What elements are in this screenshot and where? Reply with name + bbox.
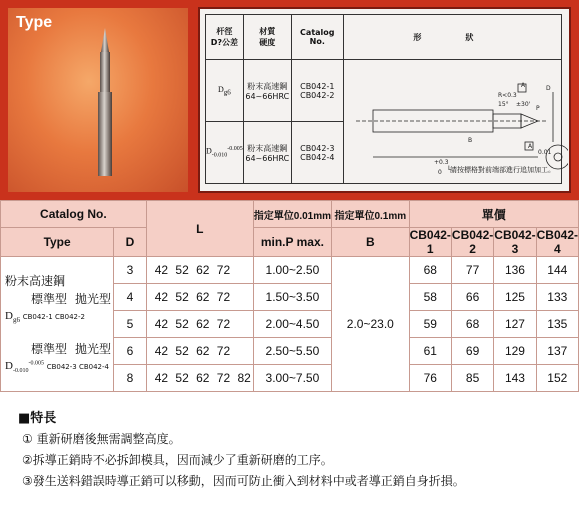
features-section [18,408,465,492]
type-label: Type [16,14,53,31]
p-range-header: min.P max. [253,228,331,257]
feature-item: ②拆導正銷時不必拆卸模具，因而減少了重新研磨的工序。 [22,453,333,467]
b-header: B [332,228,409,257]
spec-unit-01: 指定單位0.1mm [332,201,409,228]
p-range: 3.00~7.50 [253,365,331,392]
svg-text:P: P [535,105,540,113]
svg-text:A: A [527,143,532,151]
price-value: 77 [451,257,493,284]
price-value: 137 [536,338,578,365]
spec-note: 請按標格對前端部進行追加加工。 [450,166,555,174]
l-values: 42 52 62 72 [146,338,253,365]
svg-text:A: A [520,82,525,90]
svg-text:±30': ±30' [515,101,531,109]
price-value: 127 [494,311,536,338]
price-value: 85 [451,365,493,392]
col-material-header: 材質 硬度 [243,15,291,60]
d-value: 3 [114,257,146,284]
svg-text:R<0.3: R<0.3 [497,92,517,100]
price-col-2: CB042-2 [451,228,494,256]
svg-text:B: B [467,137,472,145]
price-value: 58 [409,284,451,311]
table-row [1,257,579,284]
feature-item: ① 重新研磨後無需調整高度。 [22,432,181,446]
price-value: 76 [409,365,451,392]
col-shape-header: 形 狀 [343,15,561,60]
price-value: 66 [451,284,493,311]
type-cell: 粉末高速鋼 標準型 拋光型 $D_{g6}$ CB042-1 CB042-2 標準型 拋光型 $D_{-0.010}^{-0.005}$ CB042-3 CB042-4 [1,257,114,392]
price-value: 133 [536,284,578,311]
price-value: 68 [409,257,451,284]
pricing-table [0,200,579,392]
d-value: 8 [114,365,146,392]
d-value: 5 [114,311,146,338]
col-dia-header: 杆徑 D?公差 [206,15,244,60]
d-value: 6 [114,338,146,365]
spec-catalog-2: CB042-3 CB042-4 [291,122,343,184]
spec-material-1: 粉末高速鋼 64~66HRC [243,60,291,122]
svg-text:15°: 15° [497,101,509,109]
price-value: 68 [451,311,493,338]
svg-text:+0.3: +0.3 [433,159,449,167]
price-col-4: CB042-4 [536,228,578,256]
d-value: 4 [114,284,146,311]
price-value: 125 [494,284,536,311]
features-title: ■特長 [18,411,57,426]
spec-unit-001: 指定單位0.01mm [253,201,331,228]
l-header: L [146,201,253,257]
price-value: 136 [494,257,536,284]
type-header: Type [1,228,114,257]
spec-catalog-1: CB042-1 CB042-2 [291,60,343,122]
shape-drawing [343,60,561,184]
d-header: D [114,228,146,257]
pilot-punch-image [80,28,130,178]
l-values: 42 52 62 72 82 [146,365,253,392]
l-values: 42 52 62 72 [146,311,253,338]
price-header: 單價 [409,201,578,228]
price-value: 152 [536,365,578,392]
spec-material-2: 粉末高速鋼 64~66HRC [243,122,291,184]
svg-text:L: L [447,165,452,173]
l-values: 42 52 62 72 [146,284,253,311]
p-range: 2.50~5.50 [253,338,331,365]
price-value: 61 [409,338,451,365]
price-value: 59 [409,311,451,338]
price-value: 135 [536,311,578,338]
svg-text:0: 0 [437,169,442,177]
p-range: 1.00~2.50 [253,257,331,284]
svg-text:0.01: 0.01 [537,149,552,157]
price-value: 129 [494,338,536,365]
price-col-3: CB042-3 [494,228,536,256]
p-range: 2.00~4.50 [253,311,331,338]
p-range: 1.50~3.50 [253,284,331,311]
col-catalog-header: Catalog No. [291,15,343,60]
price-col-1: CB042-1 [409,228,451,256]
price-value: 69 [451,338,493,365]
price-value: 143 [494,365,536,392]
catalog-no-header: Catalog No. [1,201,147,228]
spec-d-tol: $D_{-0.010}^{-0.005}$ [206,122,244,184]
price-value: 144 [536,257,578,284]
feature-item: ③發生送料錯誤時導正銷可以移動，因而可防止衝入到材料中或者導正銷自身折損。 [22,474,465,488]
spec-table [205,14,562,184]
svg-text:D: D [545,85,551,93]
spec-d-dg6: $D_{g6}$ [206,60,244,122]
l-values: 42 52 62 72 [146,257,253,284]
b-range: 2.0~23.0 [332,257,409,392]
